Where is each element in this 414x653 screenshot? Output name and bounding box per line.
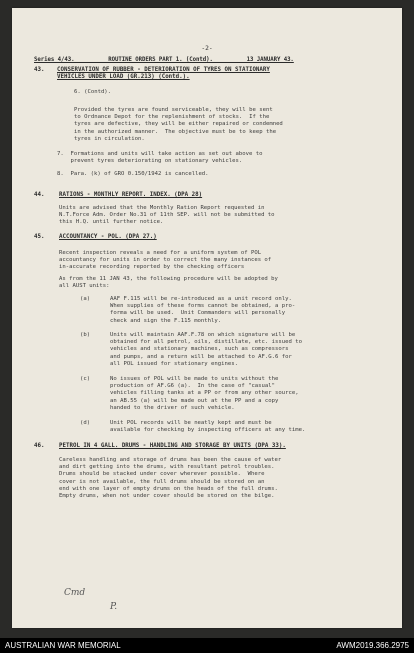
item-43-number: 43. bbox=[34, 67, 45, 73]
reference-label: AWM2019.366.2975 bbox=[336, 641, 409, 650]
item-46-number: 46. bbox=[34, 443, 45, 449]
footer-bar bbox=[0, 638, 414, 653]
item-45-sub-b-text: Units will maintain AAF.F.78 on which signature will be obtained for all petrol, oils, distillate, etc. issued to vehicles and stationary machines, such as compressors and pumps, and a return will be attached to AF.G.6 for all POL issued for stationary engines. bbox=[110, 332, 302, 367]
item-45-number: 45. bbox=[34, 234, 45, 240]
item-43-para-1: 6. (Contd). bbox=[74, 89, 112, 95]
item-45-sub-a-label: (a) bbox=[80, 296, 91, 302]
item-45-para-2: As from the 11 JAN 43, the following procedure will be adopted by all AUST units: bbox=[59, 276, 278, 290]
item-45-sub-b-label: (b) bbox=[80, 332, 91, 338]
item-45-title: ACCOUNTANCY - POL. (DPA 27.) bbox=[59, 234, 157, 240]
page-number: -2- bbox=[201, 45, 213, 52]
handwritten-mark: P. bbox=[110, 602, 118, 612]
item-45-sub-c-label: (c) bbox=[80, 376, 91, 382]
item-44-number: 44. bbox=[34, 192, 45, 198]
item-43-para-3: 7. Formations and units will take action as set out above to prevent tyres deteriorating on stationary vehicles. bbox=[57, 151, 263, 165]
item-43-para-2: Provided the tyres are found serviceable, they will be sent to Ordnance Depot for the replenishment of stocks. If the tyres are defective, they will be either repaired or condemned in the authorized manner. The objective must be to keep the tyres in circulation. bbox=[74, 107, 283, 142]
handwritten-initials: Cmd bbox=[64, 588, 86, 598]
item-45-sub-d-label: (d) bbox=[80, 420, 91, 426]
item-44-title: RATIONS - MONTHLY REPORT. INDEX. (DPA 28) bbox=[59, 192, 203, 198]
document-page bbox=[12, 8, 402, 628]
item-46-title: PETROL IN 4 GALL. DRUMS - HANDLING AND STORAGE BY UNITS (DPA 33). bbox=[59, 443, 286, 449]
item-43-para-4: 8. Para. (k) of GRO 0.150/1942 is cancelled. bbox=[57, 171, 209, 177]
item-45-para-1: Recent inspection reveals a need for a uniform system of POL accountancy for units in order to correct the many instances of in-accurate recording reported by the checking officers bbox=[59, 250, 272, 271]
item-45-sub-a-text: AAF F.115 will be re-introduced as a unit record only. When supplies of these forms cannot be obtained, a pro- forma will be used. Unit Commanders will personally check and sign the F.115 monthly. bbox=[110, 296, 296, 324]
item-44-para-1: Units are advised that the Monthly Ration Report requested in N.T.Force Adm. Order No.31 of 11th SEP. will not be submitted to this H.Q. until further notice. bbox=[59, 205, 275, 226]
order-header: Series 4/43. ROUTINE ORDERS PART 1. (Contd). 13 JANUARY 43. bbox=[34, 57, 294, 63]
institution-label: AUSTRALIAN WAR MEMORIAL bbox=[5, 641, 121, 650]
item-45-sub-c-text: No issues of POL will be made to units without the production of AF.G6 (a). In the case of "casual" vehicles filling tanks at a PP or from any other source, an AB.55 (a) will be made out at the PP and a copy handed to the driver of such vehicle. bbox=[110, 376, 299, 411]
item-45-sub-d-text: Unit POL records will be neatly kept and must be available for checking by inspecting officers at any time. bbox=[110, 420, 306, 434]
item-43-title: CONSERVATION OF RUBBER - DETERIORATION OF TYRES ON STATIONARY VEHICLES UNDER LOAD (GR.213) (Contd.). bbox=[57, 67, 270, 81]
item-46-para-1: Careless handling and storage of drums has been the cause of water and dirt getting into the drums, with resultant petrol troubles. Drums should be stacked under cover wherever possible. Where cover is not available, the full drums should be stored on an end with one layer of empty drums on the heads of the full drums. Empty drums, when not under cover should be stored on the bilge. bbox=[59, 457, 282, 500]
